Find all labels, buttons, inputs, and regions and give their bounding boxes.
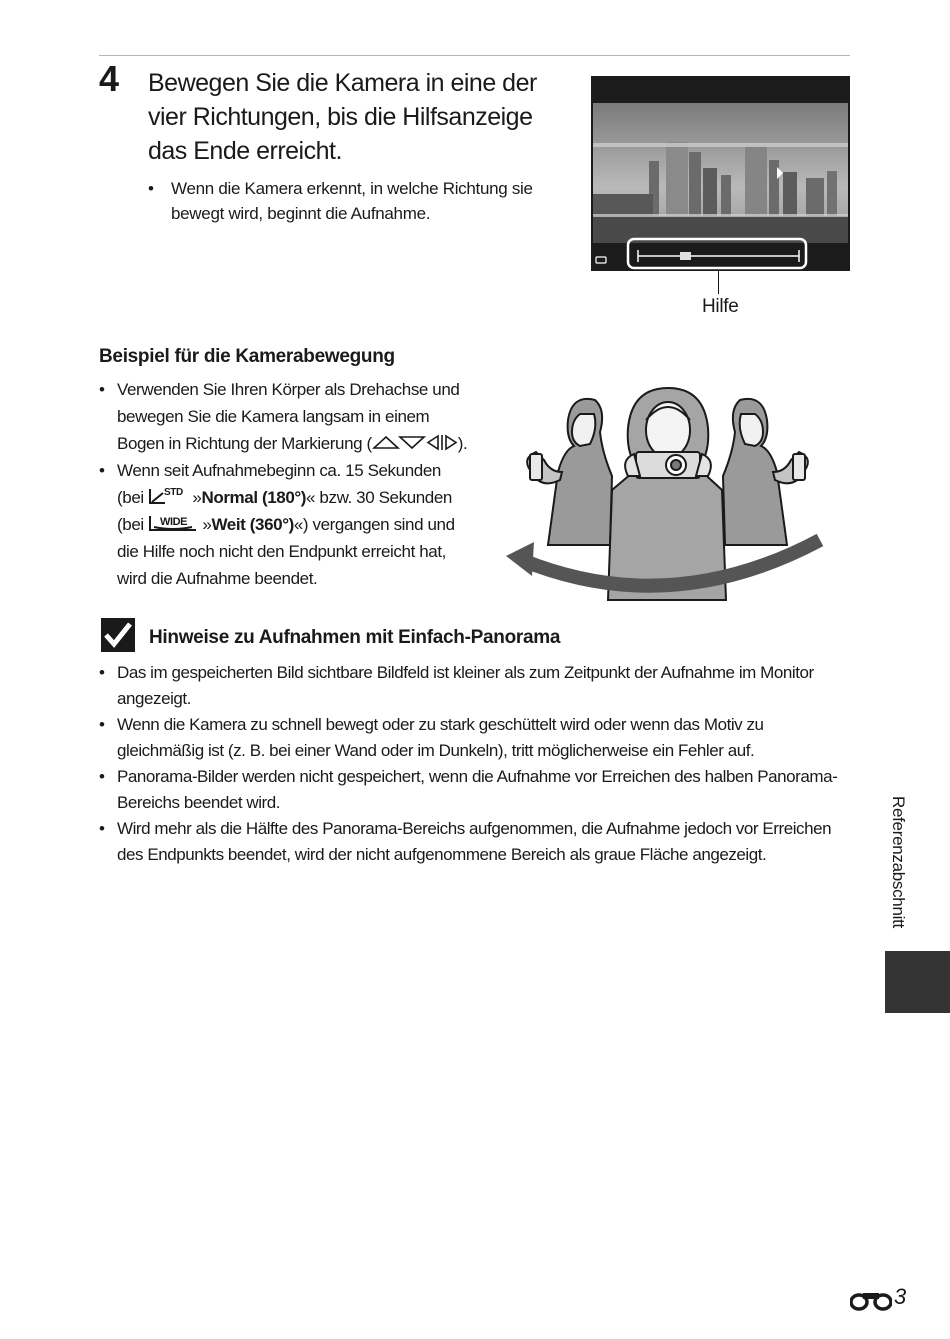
direction-arrows-icon: [372, 434, 458, 451]
list-item: • Wenn die Kamera zu schnell bewegt oder zu stark geschüttelt wird oder wenn das Motiv zu gleichmäßig ist (z. B. bei einer Wand oder im Dunkeln), tritt möglicherweise ein Fehler auf.: [99, 712, 851, 764]
list-item: • Das im gespeicherten Bild sichtbare Bildfeld ist kleiner als zum Zeitpunkt der Aufnahme im Monitor angezeigt.: [99, 660, 851, 712]
left-figure: [527, 399, 612, 545]
top-rule: [99, 55, 850, 56]
camera-monitor-screen: [591, 76, 850, 271]
guide-indicator: [680, 252, 691, 260]
list-item: • Wird mehr als die Hälfte des Panorama-Bereichs aufgenommen, die Aufnahme jedoch vor Erreichen des Endpunkts beendet, wird der nicht aufgenommene Bereich als graue Fläche angezeigt.: [99, 816, 851, 868]
callout-line: [718, 270, 719, 294]
center-figure: [608, 388, 726, 600]
page-number: 3: [894, 1284, 907, 1309]
svg-text:STD: STD: [164, 487, 183, 498]
panorama-wide-icon: [148, 512, 198, 532]
section-tab: [885, 951, 950, 1013]
svg-text:WIDE: WIDE: [160, 516, 188, 528]
page-footer: [850, 1283, 912, 1313]
step-bullet: • Wenn die Kamera erkennt, in welche Richtung sie bewegt wird, beginnt die Aufnahme.: [148, 176, 571, 226]
example-heading: Beispiel für die Kamerabewegung: [99, 346, 395, 367]
example-list: [99, 376, 469, 592]
list-item: • Verwenden Sie Ihren Körper als Drehachse und bewegen Sie die Kamera langsam in einem Bogen in Richtung der Markierung ( ).: [99, 376, 469, 457]
step-title: Bewegen Sie die Kamera in eine der vier Richtungen, bis die Hilfsanzeige das Ende erreicht.: [148, 69, 537, 165]
right-figure: [723, 399, 808, 545]
section-side-label: Referenzabschnitt: [889, 796, 908, 928]
callout-label: Hilfe: [702, 296, 739, 317]
list-item: • Panorama-Bilder werden nicht gespeichert, wenn die Aufnahme vor Erreichen des halben Panorama-Bereichs beendet wird.: [99, 764, 851, 816]
note-heading: Hinweise zu Aufnahmen mit Einfach-Panorama: [149, 627, 561, 648]
panorama-std-icon: [148, 485, 188, 505]
reference-section-icon: [850, 1290, 892, 1312]
list-item: • Wenn seit Aufnahmebeginn ca. 15 Sekunden (bei STD »Normal (180°)« bzw. 30 Sekunden (bei WIDE »Weit (360°)«) vergangen sind und die Hilfe noch nicht den Endpunkt erreicht hat, wird die Aufnahme beendet.: [99, 457, 469, 592]
note-list: [99, 660, 851, 868]
camera-motion-illustration: [500, 380, 835, 602]
step-number: 4: [99, 58, 120, 99]
note-check-icon: [101, 618, 135, 652]
